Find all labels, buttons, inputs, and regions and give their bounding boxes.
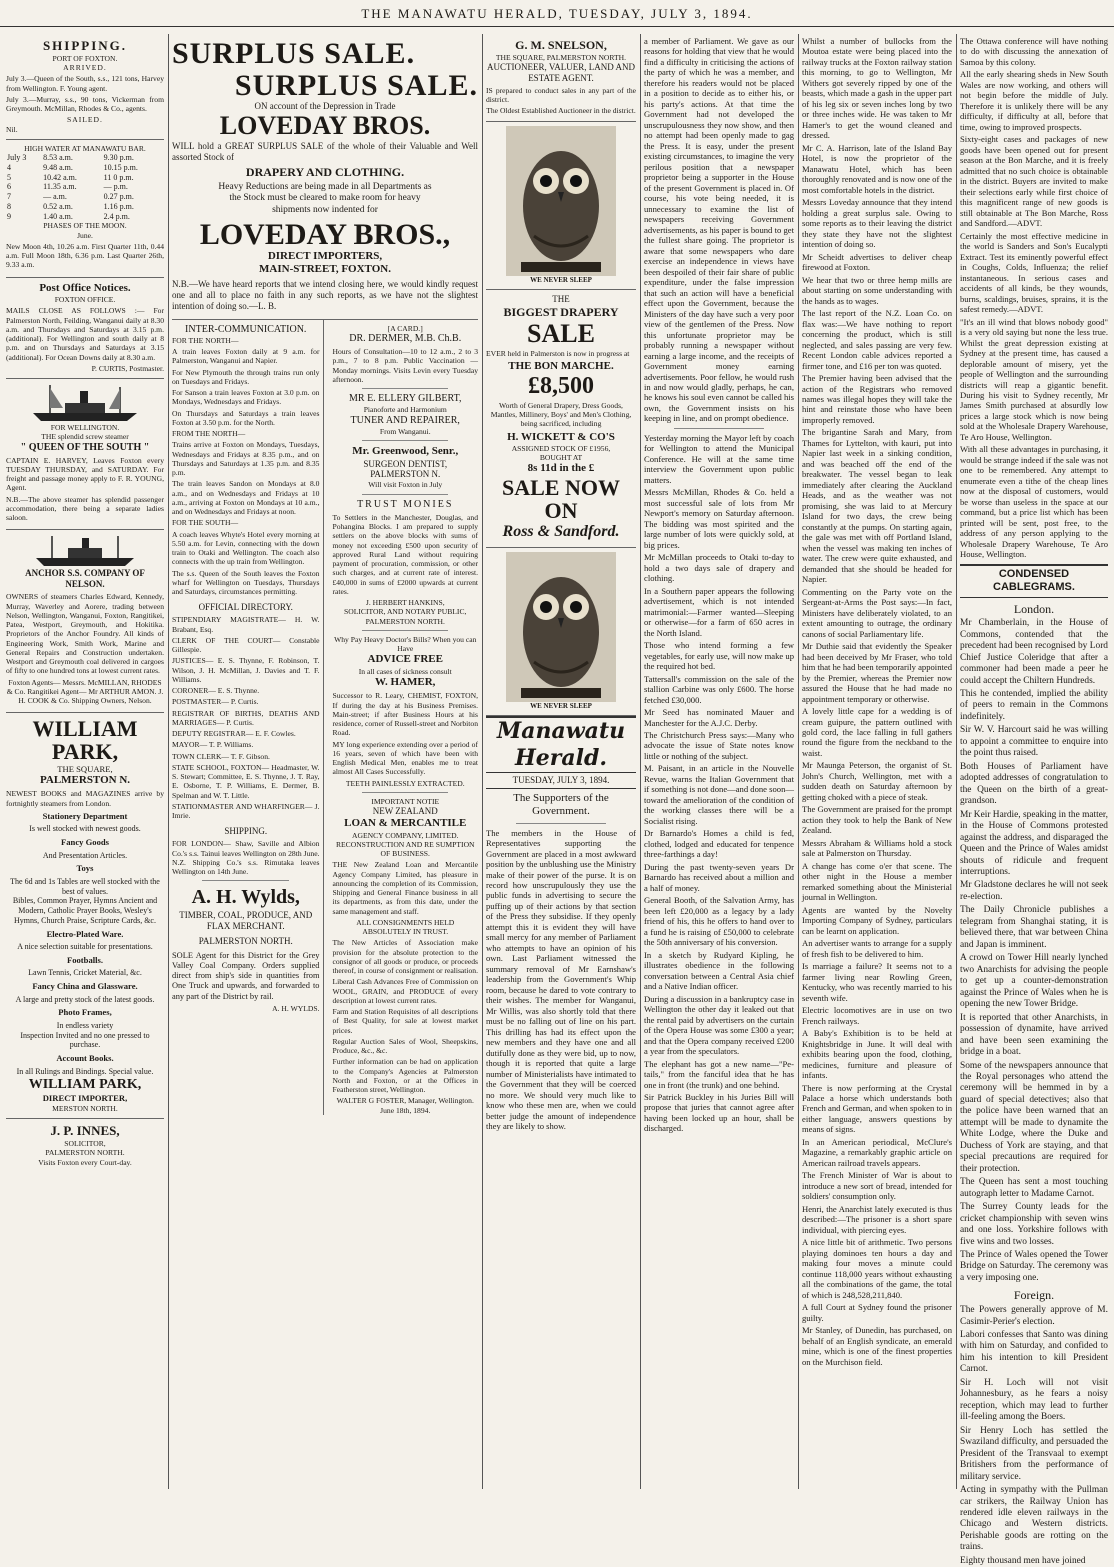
london-heading: London.	[1013, 601, 1055, 616]
divider	[362, 440, 448, 441]
article-text: Messrs Abraham & Williams hold a stock sale at Palmerston on Thursday.	[802, 837, 952, 859]
wp-item: Fancy Goods	[61, 837, 109, 848]
wp-item: Stationery Department	[42, 810, 128, 821]
trust-monies-heading: TRUST MONIES	[357, 498, 454, 510]
article-text: Tattersall's commission on the sale of the stallion Carbine was only £600. The horse fetched £30,000.	[644, 673, 794, 705]
loveday-bros-heading: LOVEDAY BROS.,	[199, 217, 451, 251]
high-water-heading: HIGH WATER AT MANAWATU BAR.	[24, 143, 146, 153]
article-text: Whilst a number of bullocks from the Moutoa estate were being placed into the railway trucks at the Foxton railway station this morning, to go to Wellington, Mr Withers got severely ripped by one of the beasts, which made a gash in the upper part of his leg six or seven inches long by two or three inches wide. He was taken to Mr Hamer's to get the wound cleaned and dressed.	[802, 36, 952, 141]
article-text: A Baby's Exhibition is to be held at Knightsbridge in June. It will deal with exhibits bearing upon the food, clothing, medicines, furniture and pleasure of infants.	[802, 1028, 952, 1081]
wp-item: In all Rulings and Bindings. Special value.	[16, 1066, 154, 1076]
consignment-notice: ALL CONSIGNMENTS HELD ABSOLUTELY IN TRUST.	[356, 917, 455, 937]
loan-text: The New Articles of Association make provision for the absolute protection to the consignor of all goods or produce, or proceeds thereof, in course of consignment or realisation.	[332, 938, 478, 976]
cable-text: Sir Henry Loch has settled the Swaziland difficulty, and persuaded the President of the Transvaal to exempt Britishers from the performance of military service.	[960, 1425, 1108, 1482]
shipping-heading: SHIPPING.	[42, 38, 128, 53]
cable-text: Some of the newspapers announce that the Royal personages who attend the ceremony will be hemmed in by a guard of special detectives; also that the police have been warned that an attempt will be made to dynamite the White Lodge, where the Duke and Duchess of York are staying, and that special precautions are required for their protection.	[960, 1060, 1108, 1174]
article-text: Agents are wanted by the Novelty Importing Company of Sydney, particulars can be learnt on application.	[802, 904, 952, 936]
wp-item: Bibles, Common Prayer, Hymns Ancient and Modern, Catholic Prayer Books, Wesley's Hymns, Church Praise, Scripture Cards, &c.	[12, 896, 158, 925]
notice-heading: IMPORTANT NOTIE	[371, 796, 440, 806]
william-park-square: THE SQUARE,	[57, 763, 113, 774]
official-item: STATE SCHOOL, FOXTON— Headmaster, W. S. Stewart; Committee, E. S. Thynne, J. T. Ray, E. Osborne, T. P. Williams, E. Dermer, B. Spelman and W. T. Little.	[172, 762, 320, 800]
article-text: All the early shearing sheds in New South Wales are now working, and others will not begin before the middle of July. Therefore it is unlikely there will be any difficulty, if difficulty at all, before that time, owing to improved prospects.	[960, 69, 1108, 132]
shipping-heading: SHIPPING.	[224, 826, 268, 837]
snelson-oldest: The Oldest Established Auctioneer in the district.	[486, 106, 636, 116]
innes-text: Visits Foxton every Court-day.	[38, 1157, 132, 1167]
post-office-text: MAILS CLOSE AS FOLLOWS :— For Palmerston North, Feilding, Wanganui daily at 8.30 a.m. and Thursdays and Saturdays at 3.15 p.m. (additional). For Wellington and south daily at 8 p.m. and on Thursdays and Saturdays at 3.15 (additional). For Ocean Downs daily at 8.30 a.m.	[6, 306, 164, 362]
innes-town: PALMERSTON NORTH.	[45, 1148, 125, 1158]
article-text: The Government are praised for the prompt action they took to help the Bank of New Zealand.	[802, 804, 952, 836]
article-text: Is marriage a failure? It seems not to a farmer living near Rowling Green, Kentucky, who was recently married to his seventh wife.	[802, 961, 952, 1003]
wylds-text: SOLE Agent for this District for the Grey Valley Coal Company. Orders supplied direct from ship's side in quantities from One Truck and upwards, and forwarded to any part of the District by rail.	[172, 950, 320, 1001]
sale-text: EVER held in Palmerston is now in progress at	[486, 348, 630, 358]
column-rule	[640, 34, 641, 1489]
article-text: A change has come o'er that scene. The other night in the House a member remarked something about the Ministerial journal in Wellington.	[802, 860, 952, 903]
tide-row: 8 0.52 a.m. 1.16 p.m.	[7, 201, 134, 211]
article-text: Mr Duthie said that evidently the Speaker had been deceived by Mr Fraser, who told him that he had been temporarily appointed by the Premier, whereas the Premier now assured the House that he had made no appointment temporary or otherwise.	[802, 641, 952, 704]
column-6	[960, 34, 1109, 1566]
wp-item: Electro-Plated Ware.	[46, 928, 124, 939]
greenwood-text: Will visit Foxton in July	[368, 480, 443, 490]
divider	[362, 494, 448, 495]
article-text: Commenting on the Party vote on the Sergeant-at-Arms the Post says:—In fact, Ministers have deliberately violated, to an extent amounting to outrage, the ordinary canons of social Parliamentary life.	[802, 586, 952, 639]
sale-now-on-heading: SALE NOW ON	[502, 474, 620, 523]
editorial-heading: The Supporters of the Government.	[513, 791, 609, 818]
gilbert-sub: Pianoforte and Harmonium	[363, 405, 447, 415]
official-item: TOWN CLERK— T. F. Gibson.	[172, 751, 270, 761]
wylds-town: PALMERSTON NORTH.	[198, 935, 293, 946]
article-text: During the past twenty-seven years Dr Barnardo has received about a million and a half of money.	[644, 861, 794, 893]
gilbert-from: From Wanganui.	[379, 426, 431, 436]
official-item: REGISTRAR OF BIRTHS, DEATHS AND MARRIAGES— P. Curtis.	[172, 708, 320, 727]
snelson-text: IS prepared to conduct sales in any part of the district.	[486, 85, 636, 105]
divider	[362, 630, 448, 631]
article-text: Certainly the most effective medicine in the world is Sanders and Son's Eucalypti Extract. Test its eminently powerful effect in Coughs, Colds, Influenza; the relief instantaneous. In serious cases and accidents of all kinds, be they wounds, burns, scaldings, bruises, sprains, it is the safest remedy.—ADVT.	[960, 230, 1108, 315]
cable-text: Sir H. Loch will not visit Johannesbury, as he fears a noisy reception, which may lead to further ill-feeling among the Boers.	[960, 1377, 1108, 1423]
worth-text: Worth of General Drapery, Dress Goods, Mantles, Millinery, Boys' and Men's Clothing, being sacrificed, including	[490, 400, 632, 429]
official-item: DEPUTY REGISTRAR— E. F. Cowles.	[172, 729, 296, 739]
hankins-sub: SOLICITOR, AND NOTARY PUBLIC, PALMERSTON NORTH.	[344, 607, 467, 626]
article-text: Those who intend forming a few vegetables, for early use, will now make up the required hot bed.	[644, 640, 794, 672]
article-text: Electric locomotives are in use on two French railways.	[802, 1005, 952, 1026]
hankins-name: J. HERBERT HANKINS,	[365, 598, 445, 608]
article-text: The brigantine Sarah and Mary, from Thames for Lyttelton, with kauri, put into Napier last week in a sinking condition, and was beached off the end of the breakwater. The vessel began to leak immediately after clearing the Auckland Heads, and as the weather was not promising, she was laid to at Mercury Island for two days, the crew being constantly at the pumps. On starting again, the gale was met with off Portland Island, when the vessel was making ten inches of water. The crew were quite exhausted, and demanded that she should be headed for Napier.	[802, 427, 952, 585]
wp-item: Toys	[76, 863, 94, 874]
phases-month: June.	[77, 230, 93, 240]
inter-text: Trains arrive at Foxton on Mondays, Tuesdays, Wednesdays and Fridays at 8.35 p.m., and on Thursdays and Saturdays at 1.35 p.m. and 8.35 p.m.	[172, 440, 320, 478]
article-text: During a discussion in a bankruptcy case in Wellington the other day it leaked out that the rental paid by advertisers on the curtain of the Opera House was some £300 a year; and that the Opera company received £200 a year from the speculators.	[644, 993, 794, 1057]
innes-title: SOLICITOR,	[64, 1139, 106, 1149]
anchor-company-heading: ANCHOR S.S. COMPANY OF NELSON.	[25, 568, 145, 590]
william-park-footer: WILLIAM PARK,	[28, 1077, 142, 1093]
article-text: There is now performing at the Crystal Palace a horse which understands both French and German, and when spoken to in either language, answers questions by means of signs.	[802, 1082, 952, 1135]
loan-text: THE New Zealand Loan and Mercantile Agency Company Limited, has pleasure in announcing the completion of its Commission, Shipping and General Finance business in all its departments, as from this date, under the same management and staff.	[332, 860, 478, 916]
bought-label: BOUGHT AT	[539, 453, 583, 463]
sailed-value: Nil.	[6, 124, 18, 134]
steamer-text: CAPTAIN E. HARVEY, Leaves Foxton every TUESDAY THURSDAY, and SATURDAY. For freight and passage money apply to F. R. YOUNG, Agent.	[6, 455, 164, 493]
divider	[674, 428, 764, 429]
phases-text: New Moon 4th, 10.26 a.m. First Quarter 11th, 0.44 a.m. Full Moon 18th, 6.36 p.m. Last Quarter 26th, 9.33 a.m.	[6, 241, 164, 270]
official-item: STIPENDIARY MAGISTRATE— H. W. Brabant, Esq.	[172, 615, 320, 634]
masthead: THE MANAWATU HERALD, TUESDAY, JULY 3, 1894.	[0, 6, 1114, 27]
inter-text: The train leaves Sandon on Mondays at 8.0 a.m., and on Wednesdays and Fridays at 10 a.m., arriving at Foxton on Mondays at 10 a.m., and on Wednesdays and Fridays at noon.	[172, 479, 320, 517]
doctor-question: Why Pay Heavy Doctor's Bills? When you can Have	[334, 634, 477, 654]
reductions-text: Heavy Reductions are being made in all Departments as the Stock must be cleared to make room for heavy shipments now indented for	[218, 181, 432, 215]
tide-row: 4 9.48 a.m. 10.15 p.m.	[7, 162, 138, 172]
tide-row: 5 10.42 a.m. 11 0 p.m.	[7, 172, 134, 182]
steamer-intro: THE splendid screw steamer	[41, 432, 129, 442]
inter-text: The s.s. Queen of the South leaves the Foxton wharf for Wellington on Tuesdays, Thursdays and Saturdays, circumstances permitting.	[172, 568, 320, 597]
official-item: CLERK OF THE COURT— Constable Gillespie.	[172, 635, 320, 655]
teeth-notice: TEETH PAINLESSLY EXTRACTED.	[345, 778, 465, 788]
inter-text: For New Plymouth the through trains run only on Tuesdays and Fridays.	[172, 367, 320, 386]
article-text: In an American periodical, McClure's Magazine, a remarkably graphic article on American railroad travels appears.	[802, 1136, 952, 1168]
tide-table	[6, 153, 164, 221]
greenwood-name: Mr. Greenwood, Senr.,	[352, 445, 459, 458]
article-text: The last report of the N.Z. Loan Co. on flax was:—We have nothing to report concerning the product, which is still neglected, and sales passing are very few. Recent London cable advices reported a firmer tone, and £16 per ton was quoted.	[802, 308, 952, 371]
advice-free-heading: ADVICE FREE	[367, 653, 443, 666]
cable-text: Labori confesses that Santo was dining with him on Saturday, and confided to him his intention to kill President Carnot.	[960, 1329, 1108, 1375]
inter-text: A coach leaves Whyte's Hotel every morning at 5.50 a.m. for Levin, connecting with the down train to Otaki and Wellington. The coach also connects with the up train from Wellington.	[172, 529, 320, 567]
steamer-note: N.B.—The above steamer has splendid passenger accommodation, there being a separate ladies saloon.	[6, 494, 164, 523]
sailed-label: SAILED.	[67, 115, 103, 125]
column-1	[6, 34, 164, 1489]
cable-text: The Prince of Wales opened the Tower Bridge on Saturday. The ceremony was a very imposing one.	[960, 1250, 1108, 1283]
cable-text: The Queen has sent a most touching autograph letter to Madame Carnot.	[960, 1177, 1108, 1199]
advice-sub: In all cases of sickness consult	[358, 666, 452, 676]
tide-row: 9 1.40 a.m. 2.4 p.m.	[7, 211, 130, 221]
column-2	[172, 34, 478, 1489]
wp-item: Footballs.	[66, 954, 104, 965]
foreign-heading: Foreign.	[1013, 1288, 1055, 1303]
inter-section-label: FROM THE NORTH—	[172, 429, 246, 439]
column-5	[802, 34, 952, 1489]
cable-text: Eighty thousand men have joined	[960, 1555, 1086, 1566]
article-text: Messrs Loveday announce that they intend holding a great surplus sale. Owing to some reports as to their leaving the district they state they have not the slightest intention of doing so.	[802, 197, 952, 250]
cable-text: Mr Keir Hardie, speaking in the matter, in the House of Commons protested against the address, and disparaged the Queen and the Prince of Wales amidst shouts of ridicule and frequent interruptions.	[960, 809, 1109, 878]
article-text: Mr McMillan proceeds to Otaki to-day to hold a two days sale of drapery and clothing.	[644, 552, 794, 584]
dermer-name: DR. DERMER, M.B. Ch.B.	[349, 333, 462, 345]
article-text: Mr Seed has nominated Mauer and Manchester for the A.J.C. Derby.	[644, 707, 794, 728]
column-rule	[168, 34, 169, 1489]
inter-text: A train leaves Foxton daily at 9 a.m. for Palmerston, Wanganui and Napier.	[172, 347, 320, 366]
article-text: The elephant has got a new name—"Pe-tails," from the fanciful idea that he has one in front (the trunk) and one behind.	[644, 1058, 794, 1090]
article-text: The Christchurch Press says:—Many who advocate the issue of State notes know little or nothing of the subject.	[644, 730, 794, 761]
william-park-footer: DIRECT IMPORTER,	[42, 1093, 128, 1104]
official-item: POSTMASTER— P. Curtis.	[172, 697, 259, 707]
william-park-heading: WILLIAM PARK,	[32, 716, 138, 765]
trust-monies-text: To Settlers in the Manchester, Douglas, and Pohangina Blocks. I am prepared to supply settlers on the above blocks with sums of money not exceeding £500 upon security of approved Rural Land without requiring payment of procuration, commission, or other such charges, and at current rate of interest. £40,000 in sums of £2000 upwards at current rates.	[332, 512, 478, 596]
phases-heading: PHASES OF THE MOON.	[43, 221, 127, 231]
cable-text: Mr Chamberlain, in the House of Commons, contended that the precedent had been recognised by Lord Chief Justice Coleridge that after a commoner had been made a peer he could accept the Chiltern Hundreds.	[960, 618, 1108, 686]
article-text: Sixty-eight cases and packages of new goods have been opened out for present season at the Bon Marche, and it is freely admitted that no such choice is obtainable in the district. Buyers are invited to make their selections early while first choice of this magnificent range of new goods is still obtainable at The Bon Marche, Ross and Sandford.—ADVT.	[960, 134, 1108, 229]
arrived-label: ARRIVED.	[63, 63, 107, 73]
official-item: STATIONMASTER AND WHARFINGER— J. Imrie.	[172, 801, 320, 821]
article-text: a member of Parliament. We gave as our reasons for holding that view that he would find a difficulty in criticising the actions of the party of which he was a member, and therefore his readers would not be placed in a position to decide as to either his, or his party's actions. At that time the Government had not developed the unscrupulousness they now show, and then no attempt had been openly made to gag the Press. It is easy, under the present existing circumstances, to imagine the very perilous position that a newspaper proprietor being a supporter in the House of the present Government is placed in. Of course, his vote being needed, it is unnecessary to examine the list of newspapers receiving Government advertisements, as his paper is bound to get the fullest share going. The proprietor is aware that some newspapers who dare exercise an independence in views have been despoiled of their fair share of public expenditure, under the false impression that such an action will have a beneficial effect upon the Government, because the Ministers of the day have such a very poor view of the gentlemen of the Press. Now this unfortunate proprietor may be probably running a newspaper without earning a large income, and the receipts of Government money earning advertisements. Poor fellow, he would rush in and now would gladly, perhaps, he can, he knows his soul even cannot be called his own, the Government insists on his keeping in line, and on prompt obedience.	[644, 36, 794, 424]
owl-caption: WE NEVER SLEEP	[530, 275, 592, 284]
greenwood-sub: SURGEON DENTIST,	[363, 458, 448, 469]
official-item: MAYOR— T. P. Williams.	[172, 740, 254, 750]
loan-text: Further information can be had on application to the Company's Agencies at Palmerston North and Foxton, or at the Offices in Featherston street, Wellington.	[332, 1057, 478, 1095]
surplus-sale-heading: SURPLUS SALE.	[172, 37, 416, 70]
column-4	[644, 34, 794, 1489]
drapery-heading: DRAPERY AND CLOTHING.	[245, 165, 405, 180]
article-text: A lovely little cape for a wedding is of cream guipure, the pattern outlined with gold cord, the lace falling in full gathers round the figure from the neckband to the waist.	[802, 706, 952, 758]
william-park-footer: MERSTON NORTH.	[52, 1103, 118, 1113]
divider	[362, 388, 448, 389]
port-heading: PORT OF FOXTON.	[52, 53, 118, 63]
inter-communication-heading: INTER-COMMUNICATION.	[185, 323, 307, 335]
article-text: Sir Patrick Buckley in his Juries Bill will propose that juries that cannot agree after having been locked up an hour, shall be discharged.	[644, 1091, 794, 1134]
cablegrams-heading: CONDENSED CABLEGRAMS.	[993, 567, 1075, 594]
loan-text: Liberal Cash Advances Free of Commission on WOOL, GRAIN, and PRODUCE of every description at lowest current rates.	[332, 977, 478, 1005]
article-text: In a Southern paper appears the following advertisement, which is not intended matrimonial:—Farmer wanted—Sleeping or otherwise—for a farm of 650 acres in the North Island.	[644, 585, 794, 638]
loan-text: Farm and Station Requisites of all descriptions of Best Quality, for sale at lowest market prices.	[332, 1007, 478, 1035]
price-label: 8s 11d in the £	[527, 462, 595, 475]
wp-item: A nice selection suitable for presentations.	[17, 942, 153, 952]
inter-text: On Thursdays and Saturdays a train leaves Foxton at 3.50 p.m. for the North.	[172, 408, 320, 427]
direct-importers: DIRECT IMPORTERS,	[267, 250, 383, 263]
wp-item: Is well stocked with newest goods.	[29, 824, 141, 834]
the-label: THE	[552, 294, 570, 305]
for-wellington-heading: FOR WELLINGTON.	[50, 423, 120, 433]
surplus-sale-heading: SURPLUS SALE.	[234, 68, 478, 102]
cable-text: A crowd on Tower Hill nearly lynched two Anarchists for advising the people to get up a counter-demonstration against the Prince of Wales when he is opening the new Tower Bridge.	[960, 953, 1108, 1010]
anchor-company-agents: Foxton Agents— Messrs. McMILLAN, RHODES & Co. Rangitikei Agent— Mr ARTHUR AMON. J. H. COOK & Co. Shipping Owners, Nelson.	[6, 677, 164, 706]
tide-row: July 3 8.53 a.m. 9.30 p.m.	[7, 153, 134, 163]
wickett-heading: H. WICKETT & CO'S	[507, 430, 615, 443]
article-text: With all these advantages in purchasing, it would be strange indeed if the sale was not one to be remembered. Any attempt to enumerate even a tithe of the cheap lines now at the disposal of customers, would be worse than useless in the space at our command, but a price list which has been printed will be sent, post free, to the address of any person applying to the Wholesale Drapery Warehouse, Te Aro House, Wellington.	[960, 444, 1108, 560]
wp-item: Account Books.	[56, 1053, 114, 1064]
article-text: Henri, the Anarchist lately executed is thus described:—The prisoner is a short spare individual, with piercing eyes.	[802, 1203, 952, 1235]
snelson-name: G. M. SNELSON,	[515, 38, 607, 52]
article-text: Mr Stanley, of Dunedin, has purchased, on behalf of an English syndicate, an emerald mine, which is one of the finest properties on the Murchison field.	[802, 1325, 952, 1367]
william-park-intro: NEWEST BOOKS and MAGAZINES arrive by fortnightly steamers from London.	[6, 789, 164, 808]
cable-text: Mr Gladstone declares he will not seek re-election.	[960, 880, 1108, 902]
article-text: "It's an ill wind that blows nobody good" is a very old saying but none the less true. Whilst the great depression existing at Sydney at the present time, has caused a deplorable amount of misery, yet the people of Wellington and the surrounding districts will reap a gigantic benefit. During his visit to Sydney recently, Mr James Smith purchased at absurdly low prices a large stock which is now being sold at the Wholesale Drapery Warehouse, Te Aro House, Wellington.	[960, 316, 1108, 442]
wp-item: A large and pretty stock of the latest goods.	[15, 994, 155, 1004]
inter-text: For Sanson a train leaves Foxton at 3.0 p.m. on Mondays, Wednesdays and Fridays.	[172, 388, 320, 407]
divider	[516, 823, 606, 824]
article-text: The Premier having been advised that the action of the Registrars who removed names was illegal hopes they will take the hint and reinstate those who have been improperly removed.	[802, 373, 952, 425]
snelson-address: THE SQUARE, PALMERSTON NORTH.	[495, 52, 627, 62]
wylds-sign: A. H. WYLDS.	[272, 1003, 320, 1013]
owl-icon	[486, 552, 636, 711]
innes-name: J. P. INNES,	[50, 1123, 120, 1139]
biggest-drapery-heading: BIGGEST DRAPERY	[503, 305, 619, 320]
inter-section-label: FOR THE NORTH—	[172, 335, 239, 345]
article-text: We hear that two or three hemp mills are about starting on some understanding with the hands as to wages.	[802, 274, 952, 306]
loan-heading: LOAN & MERCANTILE	[344, 817, 467, 830]
ross-sandford-heading: Ross & Sandford.	[502, 523, 620, 541]
cable-text: It is reported that other Anarchists, in possession of dynamite, have arrived and have been seen examining the bridge in a boat.	[960, 1012, 1108, 1058]
steamer-name: " QUEEN OF THE SOUTH "	[20, 441, 150, 453]
tide-row: 6 11.35 a.m. — p.m.	[7, 182, 128, 192]
post-office-sub: FOXTON OFFICE.	[54, 295, 116, 305]
gilbert-tuner: TUNER AND REPAIRER,	[350, 414, 460, 426]
article-text: The French Minister of War is about to introduce a new sort of bread, intended for soldiers' consumption only.	[802, 1170, 952, 1202]
anchor-company-text: OWNERS of steamers Charles Edward, Kennedy, Murray, Waverley and Aorere, trading between Nelson, Wellington, Wanganui, Foxton, Rangitikei, Patea, Westport, Greymouth, and Hokitika. Proprietors of the Anchor Foundry. All kinds of Engineering Work, Smith Work, Marine and General Repairs and Construction undertaken. Westport and Greymouth coal delivered in cargoes of fifty to one hundred tons at lowest current rates.	[6, 592, 164, 676]
article-text: M. Paisant, in an article in the Nouvelle Revue, warns the Italian Government that if something is not done—and done soon—toward the amelioration of the condition of the working classes there will be a Socialist rising.	[644, 763, 794, 826]
sale-heading: SALE	[527, 318, 595, 348]
article-text: An advertiser wants to arrange for a supply of fresh fish to be delivered to him.	[802, 938, 952, 959]
loveday-note: N.B.—We have heard reports that we intend closing here, we would kindly request one and all to place no faith in any such reports, as we have not the slightest intention of doing so.—L. B.	[172, 278, 478, 311]
wylds-sub: TIMBER, COAL, PRODUCE, AND FLAX MERCHANT.	[179, 909, 313, 931]
article-text: Dr Barnardo's Homes a child is fed, clothed, lodged and educated for tenpence three-farthings a day!	[644, 828, 794, 860]
official-item: JUSTICES— E. S. Thynne, F. Robinson, T. Wilson, J. H. McMillan, J. Davies and T. F. Williams.	[172, 656, 320, 684]
owl-icon	[486, 126, 636, 285]
divider	[362, 792, 448, 793]
editorial-text: The members in the House of Representatives supporting the Government are placed in a most awkward position by the unblushing use the Ministry make of their power of the purse. It is on record how unscrupulously they use the public funds in advertising to secure the puffing up of their actions by that section of the Press they subsidise. If they openly attempt this it is evident they will have small mercy for any member of Parliament who attempts to have an opinion of his own. Last Parliament witnessed the summary removal of Mr Earnshaw's leadership from the Government's Whip room, because he dared to vote contrary to their wishes. The member for Wanganui, Mr Willis, was also shortly told that there must be no falling out of line on his part. This drilling has had its effect upon the new members and they have one and all dutifully done as they were bid, up to now, though it is reported that quite a large number of Ministerialists have intimated to the Government that they will be coerced no more. We should very much like to know who these men are, when we could better judge the amount of independence they are likely to show.	[486, 827, 636, 1132]
cable-text: This he contended, implied the ability of peers to remain in the Commons indefinitely.	[960, 688, 1108, 722]
cable-text: The Surrey County leads for the cricket championship with seven wins and one loss. Yorkshire follows with five wins and two losses.	[960, 1202, 1108, 1247]
loveday-heading: LOVEDAY BROS.	[219, 110, 431, 140]
loan-sub: AGENCY COMPANY, LIMITED.	[352, 830, 459, 840]
cable-text: The Powers generally approve of M. Casimir-Perier's election.	[960, 1305, 1108, 1327]
cable-text: Acting in sympathy with the Pullman car strikers, the Railway Union has rendered idle eleven railways in the Chicago and Western districts. Perishable goods are rotting on the trains.	[960, 1485, 1108, 1553]
assigned-text: ASSIGNED STOCK OF £1956,	[511, 443, 611, 453]
herald-date: TUESDAY, JULY 3, 1894.	[486, 773, 636, 789]
greenwood-town: PALMERSTON N.	[370, 469, 441, 480]
owl-caption: WE NEVER SLEEP	[530, 701, 592, 710]
hamer-text: Successor to R. Leary, CHEMIST, FOXTON, If during the day at his Business Premises. Main-street; if after Business Hours at his residence, corner of Russell-street and Norbiton Road.	[332, 691, 478, 738]
loan-text: Regular Auction Sales of Wool, Sheepskins, Produce, &c., &c.	[332, 1036, 478, 1056]
article-text: Yesterday morning the Mayor left by coach for Wellington to attend the Municipal Conference. He will at the same time interview the Government upon public matters.	[644, 432, 794, 485]
official-directory-heading: OFFICIAL DIRECTORY.	[198, 602, 293, 613]
nz-heading: NEW ZEALAND	[372, 806, 438, 817]
postmaster-sign: P. CURTIS, Postmaster.	[91, 363, 164, 373]
post-office-heading: Post Office Notices.	[39, 281, 131, 294]
cable-text: The Daily Chronicle publishes a telegram from Shanghai stating, it is believed there, that war between China and Japan is imminent.	[960, 905, 1108, 950]
herald-title: Manawatu Herald.	[496, 718, 626, 771]
loan-sign: WALTER G FOSTER, Manager, Wellington. June 18th, 1894.	[336, 1096, 474, 1115]
wp-item: And Presentation Articles.	[42, 850, 128, 860]
william-park-town: PALMERSTON N.	[39, 774, 131, 787]
article-text: Messrs McMillan, Rhodes & Co. held a most successful sale of lots from Mr Newport's memory on Saturday afternoon. The bidding was most spirited and the large number of lots were quickly sold, at big prices.	[644, 487, 794, 550]
cable-text: Sir W. V. Harcourt said he was willing to appoint a committee to enquire into the point thus raised.	[960, 725, 1108, 759]
arrival-notice: July 3.—Queen of the South, s.s., 121 tons, Harvey from Wellington. F. Young agent.	[6, 74, 164, 93]
wp-item: Photo Frames,	[58, 1007, 112, 1018]
dermer-text: Hours of Consultation—10 to 12 a.m., 2 to 3 p.m., 7 to 8 p.m. Public Vaccination — Monday mornings. Visits Levin every Tuesday afternoon.	[332, 347, 478, 384]
tide-row: 7 — a.m. 0.27 p.m.	[7, 192, 134, 202]
amount-heading: £8,500	[528, 372, 594, 399]
hamer-text: MY long experience extending over a period of 16 years, seven of which have been with English Medical Men, enables me to treat almost All Cases Successfully.	[332, 739, 478, 777]
column-rule	[482, 34, 483, 1489]
card-label: [A CARD.]	[387, 323, 423, 333]
steamship-icon	[6, 383, 164, 423]
divider	[202, 880, 289, 881]
gilbert-name: MR E. ELLERY GILBERT,	[349, 393, 462, 405]
article-text: A full Court at Sydney found the prisoner guilty.	[802, 1302, 952, 1323]
article-text: Mr Maunga Peterson, the organist of St. John's Church, Wellington, met with a sudden death on Saturday afternoon by getting choked with a piece of steak.	[802, 760, 952, 802]
hamer-name: W. HAMER,	[375, 676, 436, 689]
wylds-heading: A. H. Wylds,	[191, 886, 300, 909]
wp-item: Inspection Invited and no one pressed to purchase.	[20, 1030, 150, 1050]
inter-section-label: FOR THE SOUTH—	[172, 518, 239, 528]
wp-item: Fancy China and Glassware.	[32, 981, 138, 992]
steamship-icon	[6, 534, 164, 568]
depression-notice: ON account of the Depression in Trade	[254, 101, 396, 111]
wp-item: Lawn Tennis, Cricket Material, &c.	[28, 968, 142, 978]
article-text: Mr C. A. Harrison, late of the Island Bay Hotel, is now the proprietor of the Manawatu Hotel, which has been thoroughly renovated and is now one of the most comfortable hotels in the district.	[802, 142, 952, 195]
wp-item: In endless variety	[56, 1020, 114, 1030]
article-text: The Ottawa conference will have nothing to do with discussing the annexation of Samoa by this colony.	[960, 36, 1108, 67]
main-street: MAIN-STREET, FOXTON.	[259, 263, 391, 276]
shipping-text: FOR LONDON— Shaw, Saville and Albion Co.'s s.s. Tainui leaves Wellington on 28th June. N.Z. Shipping Co.'s s.s. Rimutaka leaves Wellington on 14th June.	[172, 839, 320, 877]
article-text: In a sketch by Rudyard Kipling, he illustrates obedience in the following conversation between a Central Asia chief and a Native Indian officer.	[644, 949, 794, 992]
column-3	[486, 34, 636, 1489]
cable-text: Both Houses of Parliament have adopted addresses of congratulation to the Queen on the birth of a great-grandson.	[960, 761, 1108, 807]
auctioneer-title: AUCTIONEER, VALUER, LAND AND ESTATE AGENT.	[487, 61, 635, 83]
wp-item: The 6d and 1s Tables are well stocked with the best of values.	[10, 876, 160, 896]
article-text: Mr Scheidt advertises to deliver cheap firewood at Foxton.	[802, 251, 952, 273]
column-rule	[798, 34, 799, 1489]
arrival-notice: July 3.—Murray, s.s., 90 tons, Vickerman from Greymouth. McMillan, Rhodes & Co., agents.	[6, 94, 164, 114]
bon-marche-heading: THE BON MARCHE.	[508, 360, 614, 373]
reconstruction-heading: RECONSTRUCTION AND RE SUMPTION OF BUSINESS.	[335, 839, 475, 859]
article-text: General Booth, of the Salvation Army, has been left £20,000 as a legacy by a lady friend of his, this he offers to hand over to a fund he is raising of £50,000 to celebrate the 50th anniversary of his conversion.	[644, 895, 794, 948]
column-rule	[956, 34, 957, 1489]
official-item: CORONER— E. S. Thynne.	[172, 686, 260, 696]
loveday-text: WILL hold a GREAT SURPLUS SALE of the whole of their Valuable and Well assorted Stock of	[172, 141, 478, 163]
article-text: A nice little bit of arithmetic. Two persons playing dominoes ten hours a day and making four moves a minute could continue 118,000 years without exhausting all the combinations of the game, the total of which is 248,528,211,840.	[802, 1237, 952, 1300]
